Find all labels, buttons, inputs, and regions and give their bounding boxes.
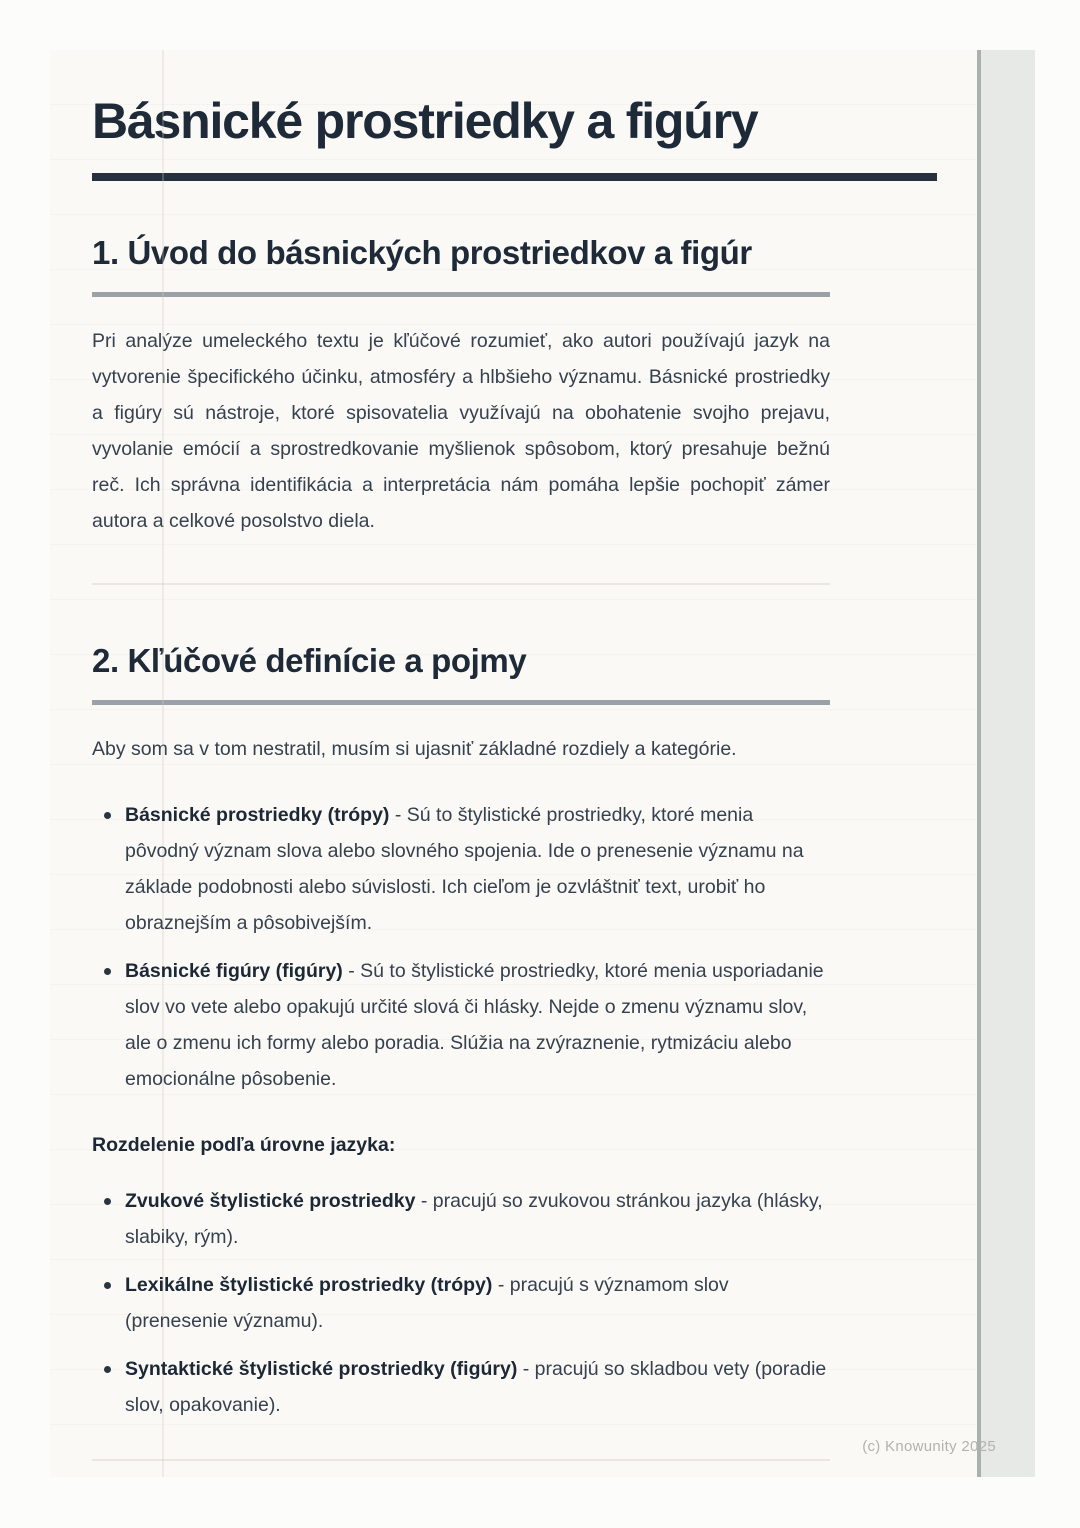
list-item: [125, 1351, 830, 1423]
term-description: - Sú to štylistické prostriedky, ktoré menia pôvodný význam slova alebo slovného spojenia. Ide o prenesenie významu na základe podobnosti alebo súvislosti. Ich cieľom je ozvláštniť text, urobiť ho obraznejším a pôsobivejším.: [125, 804, 804, 934]
copyright-footer: (c) Knowunity 2025: [862, 1438, 996, 1455]
term-description: - pracujú s významom slov (prenesenie významu).: [125, 1274, 729, 1332]
term-label: Lexikálne štylistické prostriedky (trópy): [125, 1274, 493, 1296]
list-item: [125, 953, 830, 1097]
section-1-intro-paragraph: Pri analýze umeleckého textu je kľúčové rozumieť, ako autori používajú jazyk na vytvorenie špecifického účinku, atmosféry a hlbšieho významu. Básnické prostriedky a figúry sú nástroje, ktoré spisovatelia využívajú na obohatenie svojho prejavu, vyvolanie emócií a sprostredkovanie myšlienok spôsobom, ktorý presahuje bežnú reč. Ich správna identifikácia a interpretácia nám pomáha lepšie pochopiť zámer autora a celkové posolstvo diela.: [92, 330, 830, 532]
page-title: Básnické prostriedky a figúry: [92, 93, 758, 149]
term-label: Syntaktické štylistické prostriedky (figúry): [125, 1358, 518, 1380]
definitions-list: [92, 797, 830, 1097]
section-1-heading-rule: [92, 292, 830, 297]
term-label: Básnické prostriedky (trópy): [125, 804, 390, 826]
page-edge-strip: [977, 50, 1035, 1477]
list-item: [125, 797, 830, 941]
term-description: - pracujú so zvukovou stránkou jazyka (hlásky, slabiky, rým).: [125, 1190, 823, 1248]
title-rule: [92, 173, 937, 181]
term-description: - Sú to štylistické prostriedky, ktoré menia usporiadanie slov vo vete alebo opakujú určité slová či hlásky. Nejde o zmenu významu slov, ale o zmenu ich formy alebo poradia. Slúžia na zvýraznenie, rytmizáciu alebo emocionálne pôsobenie.: [125, 960, 824, 1090]
section-2-heading: 2. Kľúčové definície a pojmy: [92, 642, 527, 679]
list-item: [125, 1267, 830, 1339]
bottom-divider: [92, 1459, 830, 1461]
notebook-ruled-line: [162, 50, 164, 1477]
term-label: Básnické figúry (figúry): [125, 960, 343, 982]
section-2-heading-rule: [92, 700, 830, 705]
language-levels-list: [92, 1183, 830, 1423]
section-divider: [92, 583, 830, 585]
list-item: [125, 1183, 830, 1255]
section-2-intro-paragraph: Aby som sa v tom nestratil, musím si ujasniť základné rozdiely a kategórie.: [92, 738, 737, 760]
document-page: [50, 50, 977, 1477]
section-1-heading: 1. Úvod do básnických prostriedkov a figúr: [92, 234, 752, 271]
term-description: - pracujú so skladbou vety (poradie slov, opakovanie).: [125, 1358, 827, 1416]
subheading-language-levels: Rozdelenie podľa úrovne jazyka:: [92, 1134, 396, 1156]
term-label: Zvukové štylistické prostriedky: [125, 1190, 416, 1212]
